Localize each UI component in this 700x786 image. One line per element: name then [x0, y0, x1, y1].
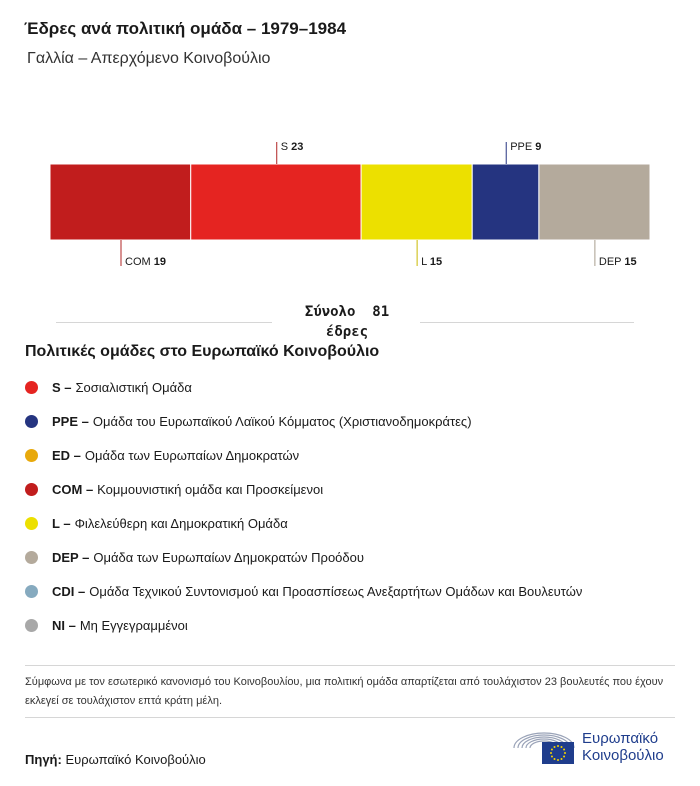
total-divider-right: [420, 322, 634, 323]
legend-dot-icon: [25, 483, 38, 496]
logo-line-1: Ευρωπαϊκό: [582, 730, 659, 747]
legend-title: Πολιτικές ομάδες στο Ευρωπαϊκό Κοινοβούλιο: [25, 343, 380, 360]
logo-line-2: Κοινοβούλιο: [582, 747, 664, 764]
source-line: [25, 752, 206, 767]
data-label-dep: DEP 15: [598, 256, 637, 268]
bar-segment-ppe: [472, 164, 539, 240]
legend-name: Ομάδα των Ευρωπαίων Δημοκρατών: [84, 447, 300, 463]
data-label-l: L 15: [421, 256, 443, 268]
legend-code: DEP –: [52, 549, 90, 565]
legend-dot-icon: [25, 449, 38, 462]
legend-item-dep: [25, 540, 582, 574]
legend-name: Μη Εγγεγραμμένοι: [79, 617, 188, 633]
bar-segment-s: [191, 164, 361, 240]
chart-title: Έδρες ανά πολιτική ομάδα – 1979–1984: [24, 19, 347, 38]
legend-dot-icon: [25, 415, 38, 428]
legend-item-cdi: [25, 574, 582, 608]
legend-name: Ομάδα του Ευρωπαϊκού Λαϊκού Κόμματος (Χριστιανοδημοκράτες): [92, 413, 472, 429]
total-seats: [272, 302, 422, 342]
legend: [25, 370, 582, 642]
legend-dot-icon: [25, 517, 38, 530]
stacked-bar-chart: [0, 130, 700, 280]
legend-code: ED –: [52, 447, 81, 463]
legend-dot-icon: [25, 585, 38, 598]
bar-segment-com: [50, 164, 191, 240]
source-label: Πηγή:: [25, 752, 62, 767]
data-label-com: COM 19: [125, 256, 166, 268]
legend-item-s: [25, 370, 582, 404]
legend-code: NI –: [52, 617, 76, 633]
legend-item-ni: [25, 608, 582, 642]
legend-code: PPE –: [52, 413, 89, 429]
legend-code: CDI –: [52, 583, 86, 599]
chart-subtitle: Γαλλία – Απερχόμενο Κοινοβούλιο: [27, 50, 271, 67]
logo-text: [582, 730, 664, 764]
data-label-s: S 23: [280, 141, 304, 153]
legend-dot-icon: [25, 551, 38, 564]
legend-dot-icon: [25, 381, 38, 394]
total-label: Σύνολο: [304, 304, 356, 320]
legend-dot-icon: [25, 619, 38, 632]
legend-name: Σοσιαλιστική Ομάδα: [75, 379, 192, 395]
note-divider-top: [25, 665, 675, 666]
total-unit: έδρες: [325, 324, 369, 340]
legend-item-ppe: [25, 404, 582, 438]
legend-name: Κομμουνιστική ομάδα και Προσκείμενοι: [97, 481, 324, 497]
bar-segment-dep: [539, 164, 650, 240]
data-label-ppe: PPE 9: [510, 141, 542, 153]
note-divider-bottom: [25, 717, 675, 718]
european-parliament-logo: [512, 728, 664, 766]
total-value: 81: [372, 304, 390, 320]
legend-item-com: [25, 472, 582, 506]
legend-code: L –: [52, 515, 71, 531]
legend-name: Ομάδα Τεχνικού Συντονισμού και Προασπίσεως Ανεξαρτήτων Ομάδων και Βουλευτών: [89, 583, 583, 599]
legend-item-l: [25, 506, 582, 540]
legend-code: COM –: [52, 481, 94, 497]
footnote: Σύμφωνα με τον εσωτερικό κανονισμό του Κοινοβουλίου, μια πολιτική ομάδα απαρτίζεται από τουλάχιστον 23 βουλευτές που έχουν εκλεγεί σε τουλάχιστον επτά κράτη μέλη.: [25, 676, 664, 707]
parliament-emblem-icon: [512, 728, 576, 766]
total-divider-left: [56, 322, 272, 323]
legend-name: Φιλελεύθερη και Δημοκρατική Ομάδα: [74, 515, 288, 531]
legend-item-ed: [25, 438, 582, 472]
legend-code: S –: [52, 379, 72, 395]
bar-segment-l: [361, 164, 472, 240]
source-value: Ευρωπαϊκό Κοινοβούλιο: [65, 752, 206, 767]
legend-name: Ομάδα των Ευρωπαίων Δημοκρατών Προόδου: [93, 549, 364, 565]
